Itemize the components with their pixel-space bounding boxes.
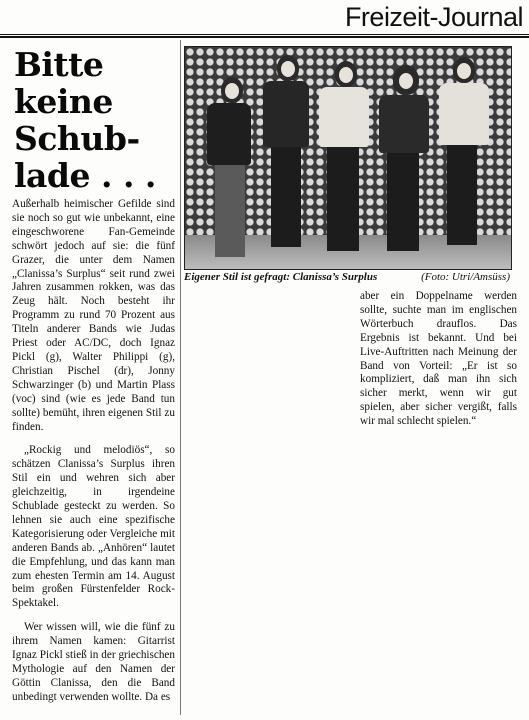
band-member-figure [433, 57, 497, 257]
caption-text: Eigener Stil ist gefragt: Clanissa’s Surplus [184, 271, 378, 283]
article-paragraph: aber ein Doppelname werden sollte, suchte man im englischen Wörterbuch drauflos. Das Ergebnis ist bekannt. Und bei Live-Auftritten nach Meinung der Band von Vorteil: „Er ist so kompliziert, daß man ihn sich sicher merkt, wenn wir gut spielen, aber sicher vergißt, falls wir mal schlecht spielen.“ [360, 290, 517, 428]
band-photo [184, 46, 512, 270]
headline-line: lade . . . [14, 156, 156, 195]
photo-credit: (Foto: Utri/Amsüss) [421, 271, 510, 283]
article-paragraph: Außerhalb heimischer Gefilde sind sie noch so gut wie unbekannt, eine eingeschworene Fan-Gemeinde schwört jedoch auf sie: die fünf Grazer, die unter dem Namen „Clanissa’s Surplus“ seit rund zwei Jahren zusammen rokken, was das Zeug hält. Noch besteht ihr Programm zu rund 70 Prozent aus Titeln anderer Bands wie Judas Priest oder AC/DC, doch Ignaz Pickl (g), Walter Philippi (g), Christian Pischel (dr), Jonny Schwarzinger (b) und Martin Plass (voc) sind (wie es jede Band tun sollte) bemüht, ihren eigenen Stil zu finden. [12, 198, 175, 433]
band-member-figure [315, 61, 375, 261]
article-column-right [360, 290, 517, 439]
section-title: Freizeit-Journal [344, 2, 523, 32]
headline-line: keine [14, 82, 113, 121]
article-paragraph: „Rockig und melodiös“, so schätzen Clanissa’s Surplus ihren Stil ein und wehren sich aber gleichzeitig, in irgendeine Schublade gesteckt zu werden. So lehnen sie auch eine spezifische Kategorisierung oder Vergleiche mit anderen Bands ab. „Anhören“ lautet die Empfehlung, und das kann man zum ehesten Termin am 14. August beim großen Fürstenfelder Rock-Spektakel. [12, 444, 175, 610]
headline-line: Schub- [14, 119, 140, 158]
band-member-figure [257, 55, 317, 255]
page-header [0, 0, 529, 38]
headline-line: Bitte [14, 45, 104, 84]
article-headline [14, 46, 179, 194]
photo-caption [184, 271, 510, 283]
article-paragraph: Wer wissen will, wie die fünf zu ihrem Namen kamen: Gitarrist Ignaz Pickl stieß in der griechischen Mythologie auf den Namen der Göttin Clanissa, den die Band unbedingt verwenden wollte. Da es [12, 621, 175, 703]
article-column-left [12, 198, 175, 715]
band-member-figure [199, 77, 259, 267]
column-divider [180, 40, 181, 715]
header-rule [0, 34, 529, 35]
band-member-figure [373, 65, 437, 265]
